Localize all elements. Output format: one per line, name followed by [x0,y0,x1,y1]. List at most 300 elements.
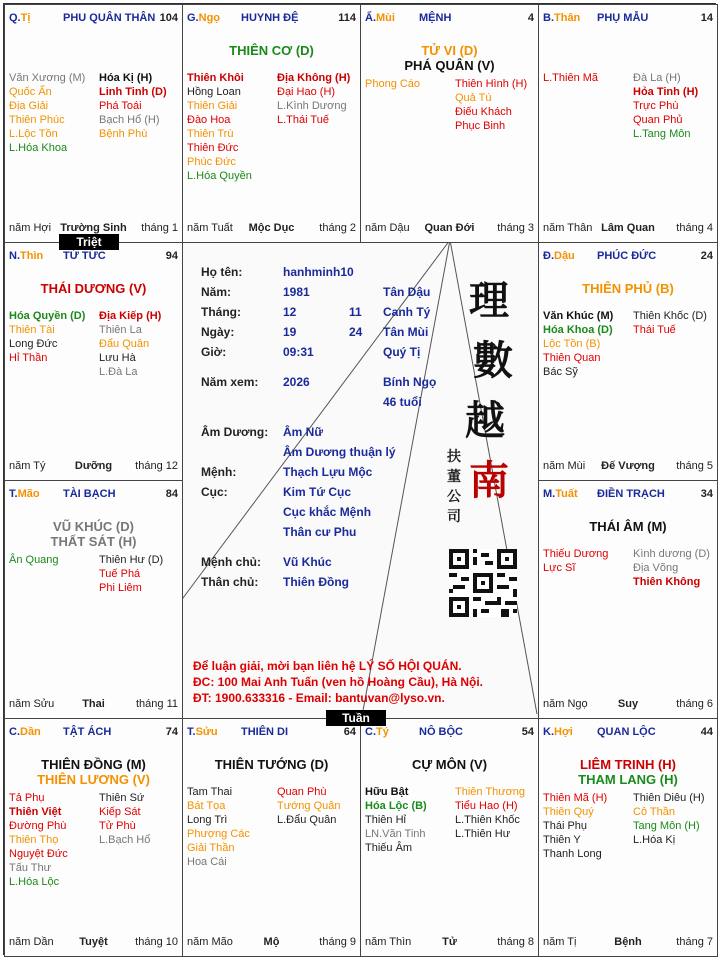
minor-star: Thái Phụ [543,820,588,832]
tuan-marker: Tuần [326,710,386,726]
palace-header [543,726,713,740]
minor-star: Linh Tinh (D) [99,86,167,98]
minor-star: Hóa Quyền (D) [9,310,86,322]
palace-can-chi [9,12,30,24]
minor-star: Hóa Kị (H) [99,72,153,84]
minor-star: Địa Kiếp (H) [99,310,162,322]
palace-month: tháng 10 [135,936,178,948]
main-star: THIÊN LƯƠNG (V) [37,772,150,787]
minor-star: L.Đà La [99,366,138,378]
main-star: THIÊN ĐỒNG (M) [41,757,146,772]
palace-footer [543,222,713,236]
palace-branch: Dần [20,726,41,738]
hour-label: Giờ: [201,345,227,359]
minor-star: Tướng Quân [277,800,341,812]
palace-year: năm Tý [9,460,46,472]
minor-star: Địa Võng [633,562,679,574]
left-star-column [365,785,427,855]
contact-line-1: Để luận giải, mời bạn liên hệ LÝ SỐ HỘI QUÁN. [193,659,462,673]
palace-header [365,726,534,740]
palace-footer [543,698,713,712]
palace-year: năm Sửu [9,698,55,710]
minor-star: Cô Thần [633,806,675,818]
day-solar: 19 [283,325,297,339]
left-star-column [543,547,608,575]
minor-star: Phục Binh [455,120,506,132]
palace-name: QUAN LỘC [597,726,656,738]
minor-star: Văn Xương (M) [9,72,86,84]
main-star: THÁI DƯƠNG (V) [40,281,147,296]
minor-star: Tang Môn (H) [633,820,700,832]
right-star-column [277,71,350,127]
minor-star: Thiên Hư (D) [99,554,164,566]
right-star-column [99,791,150,847]
cuc-label: Cục: [201,485,228,499]
minor-star: Thiên Khôi [187,72,244,84]
minor-star: Thái Tuế [633,324,676,336]
minor-star: Hỉ Thần [9,352,48,364]
minor-star: Thiên Khốc (D) [633,310,707,322]
palace-trang-sinh: Thai [82,698,105,710]
month-solar: 12 [283,305,297,319]
minor-star: L.Hóa Quyền [187,170,252,182]
palace-header [187,12,356,26]
minor-star: Thiên La [99,324,142,336]
minor-star: L.Kình Dương [277,100,347,112]
palace-year: năm Thân [543,222,593,234]
right-star-column [455,77,527,133]
minor-star: Hóa Lộc (B) [365,800,427,812]
palace-year: năm Mùi [543,460,586,472]
left-star-column [543,309,613,379]
minor-star: Đại Hao (H) [277,86,336,98]
minor-star: L.Thiên Hư [455,828,511,840]
palace-cell-mr2[interactable] [538,480,718,719]
palace-number: 54 [521,726,534,738]
palace-branch: Tị [20,12,31,24]
month-can: Canh Tý [383,305,431,319]
view-year: 2026 [283,375,310,389]
palace-month: tháng 2 [319,222,356,234]
palace-year: năm Tị [543,936,577,948]
palace-number: 24 [700,250,713,262]
minor-star: Địa Không (H) [277,72,351,84]
name-label: Họ tên: [201,265,243,279]
seal-side-text: 扶 董 公 司 [447,449,461,525]
minor-star: Thiên Phúc [9,114,65,126]
palace-name: MỆNH [419,12,452,24]
palace-name: PHỤ MẪU [597,12,649,24]
minor-star: Kình dương (D) [633,548,710,560]
palace-can-chi [187,726,218,738]
day-lunar: 24 [349,325,363,339]
palace-stem: M. [543,488,556,500]
minor-star: Ân Quang [9,554,59,566]
palace-month: tháng 5 [676,460,713,472]
palace-stem: Ấ. [365,12,376,24]
palace-number: 44 [700,726,713,738]
minor-star: Thiên Thương [455,786,526,798]
palace-stem: T. [9,488,18,500]
palace-year: năm Dậu [365,222,410,234]
palace-cell-mr1[interactable] [538,242,718,481]
minor-star: Phúc Đức [187,156,236,168]
minor-star: Hỏa Tinh (H) [633,86,699,98]
palace-trang-sinh: Dưỡng [74,460,113,472]
day-label: Ngày: [201,325,235,339]
palace-stem: C. [9,726,20,738]
main-star: THAM LANG (H) [578,772,678,787]
right-star-column [633,791,705,847]
left-star-column [187,71,252,183]
menhchu-value: Vũ Khúc [283,555,332,569]
right-star-column [99,309,161,379]
minor-star: Địa Giải [9,100,49,112]
palace-header [9,488,178,502]
right-star-column [99,553,163,595]
palace-year: năm Tuất [187,222,233,234]
palace-can-chi [543,12,580,24]
right-star-column [277,785,341,827]
palace-branch: Thìn [20,250,44,262]
minor-star: Thiên Quan [543,352,601,364]
palace-can-chi [365,726,389,738]
minor-star: L.Lộc Tồn [9,128,58,140]
minor-star: Tả Phụ [9,792,45,804]
palace-branch: Sửu [195,726,218,738]
right-star-column [633,309,707,337]
minor-star: Nguyệt Đức [9,848,68,860]
minor-star: Đẩu Quân [99,338,150,350]
contact-line-2: ĐC: 100 Mai Anh Tuấn (ven hồ Hoàng Cầu), Hà Nội. [193,675,484,689]
palace-number: 74 [165,726,178,738]
hour-value: 09:31 [283,345,314,359]
palace-branch: Mão [17,488,40,500]
palace-number: 94 [165,250,178,262]
palace-branch: Ngọ [198,12,221,24]
minor-star: Bạch Hổ (H) [99,114,160,126]
minor-star: Phi Liêm [99,582,142,594]
right-star-column [633,547,710,589]
right-star-column [455,785,525,841]
palace-trang-sinh: Bệnh [614,936,642,948]
main-star: PHÁ QUÂN (V) [404,58,495,73]
minor-star: Quan Phù [277,786,327,798]
view-year-label: Năm xem: [201,375,259,389]
palace-cell-tr[interactable] [538,4,718,243]
main-star: CỰ MÔN (V) [411,757,488,772]
palace-header [9,12,178,26]
palace-stem: Q. [9,12,21,24]
minor-star: Thiên Mã (H) [543,792,608,804]
right-star-column [99,71,167,141]
minor-star: Tấu Thư [9,862,52,874]
palace-header [543,250,713,264]
main-star: THIÊN CƠ (D) [229,43,314,58]
palace-stem: Đ. [543,250,554,262]
minor-star: Quốc Ấn [9,86,52,98]
palace-month: tháng 8 [497,936,534,948]
main-star: TỬ VI (D) [421,43,478,58]
seal-char-2: 數 [473,337,513,384]
minor-star: Lưu Hà [99,352,136,364]
palace-header [543,12,713,26]
minor-star: Kiếp Sát [99,806,141,818]
amduong-value: Âm Nữ [283,425,324,439]
palace-number: 34 [700,488,713,500]
palace-trang-sinh: Tuyệt [79,936,108,948]
main-star: VŨ KHÚC (D) [53,519,134,534]
palace-number: 104 [159,12,178,24]
menh-label: Mệnh: [201,465,237,479]
palace-branch: Mùi [376,12,395,24]
palace-footer [9,698,178,712]
palace-footer [9,460,178,474]
amduong-label: Âm Dương: [201,425,269,439]
left-star-column [9,309,85,365]
palace-can-chi [9,250,43,262]
minor-star: Hữu Bật [365,786,409,798]
minor-star: L.Thiên Khốc [455,814,520,826]
minor-star: Lộc Tồn (B) [543,338,601,350]
palace-footer [9,936,178,950]
amduong-relation: Âm Dương thuận lý [283,445,396,459]
year-solar: 1981 [283,285,310,299]
minor-star: Lực Sĩ [543,562,576,574]
minor-star: Bác Sỹ [543,366,578,378]
minor-star: Bệnh Phù [99,128,148,140]
minor-star: Thiên Giải [187,100,238,112]
palace-name: ĐIỀN TRẠCH [597,488,665,500]
palace-footer [543,936,713,950]
palace-year: năm Ngọ [543,698,588,710]
main-star: THIÊN PHỦ (B) [582,281,674,296]
minor-star: Quan Phủ [633,114,683,126]
left-star-column [543,791,607,861]
cuc-relation: Cục khắc Mệnh [283,505,372,519]
minor-star: L.Hóa Lộc [9,876,60,888]
menh-value: Thạch Lựu Mộc [283,465,373,479]
palace-number: 84 [165,488,178,500]
palace-name: TỬ TỨC [63,250,106,262]
palace-footer [187,936,356,950]
left-star-column [9,791,68,889]
minor-star: Thiên Việt [9,806,62,818]
palace-stem: N. [9,250,20,262]
main-star: LIÊM TRINH (H) [579,757,677,772]
palace-header [187,726,356,740]
palace-stem: K. [543,726,554,738]
palace-footer [543,460,713,474]
minor-star: Tuế Phá [99,568,141,580]
minor-star: Phong Cáo [365,78,421,90]
name-value: hanhminh10 [283,265,354,279]
palace-cell-tm2[interactable] [360,4,539,243]
minor-star: Thiếu Âm [365,842,413,854]
than-position: Thân cư Phu [283,525,357,539]
palace-cell-br[interactable] [538,718,718,957]
palace-can-chi [187,12,220,24]
left-star-column [187,785,250,869]
minor-star: Bát Tọa [187,800,226,812]
qr-code-icon[interactable] [449,549,517,617]
left-star-column [365,77,420,91]
palace-trang-sinh: Đế Vượng [601,460,655,472]
minor-star: Tam Thai [187,786,233,798]
seal-char-1: 理 [469,277,509,324]
palace-header [365,12,534,26]
palace-number: 14 [700,12,713,24]
palace-cell-ml1[interactable] [4,242,183,481]
palace-month: tháng 4 [676,222,713,234]
palace-year: năm Mão [187,936,233,948]
palace-can-chi [543,726,573,738]
minor-star: L.Hóa Kị [633,834,676,846]
palace-cell-bm2[interactable] [360,718,539,957]
palace-can-chi [543,488,578,500]
age: 46 tuổi [383,395,422,409]
year-label: Năm: [201,285,232,299]
minor-star: Đào Hoa [187,114,231,126]
minor-star: Thiên Tài [9,324,55,336]
view-can: Bính Ngọ [383,375,437,389]
palace-name: PHU QUÂN THÂN [63,12,156,24]
palace-header [543,488,713,502]
minor-star: Hoa Cái [187,856,227,868]
palace-name: TẬT ÁCH [63,726,112,738]
palace-name: HUYNH ĐỆ [241,12,299,24]
palace-trang-sinh: Suy [617,698,639,710]
center-info-panel [179,239,535,715]
palace-trang-sinh: Trường Sinh [60,222,127,234]
palace-can-chi [365,12,395,24]
main-star: THIÊN TƯỚNG (D) [214,757,329,772]
minor-star: L.Tang Môn [633,128,691,140]
seal-char-4: 南 [469,457,509,504]
palace-stem: T. [187,726,196,738]
minor-star: L.Hóa Khoa [9,142,68,154]
minor-star: Tiểu Hao (H) [455,800,518,812]
palace-trang-sinh: Tử [442,936,457,948]
palace-year: năm Dần [9,936,54,948]
minor-star: Thiên Y [543,834,581,846]
minor-star: Thiếu Dương [543,548,609,560]
minor-star: L.Thiên Mã [543,72,599,84]
minor-star: Hóa Khoa (D) [543,324,613,336]
palace-footer [365,222,534,236]
minor-star: Phá Toái [99,100,142,112]
palace-month: tháng 11 [135,698,178,710]
menhchu-label: Mệnh chủ: [201,555,261,569]
palace-name: THIÊN DI [241,726,289,738]
thanchu-label: Thân chủ: [201,575,259,589]
contact-line-3[interactable]: ĐT: 1900.633316 - Email: bantuvan@lyso.vn. [193,691,445,705]
palace-footer [365,936,534,950]
minor-star: Thiên Hỉ [365,814,406,826]
left-star-column [543,71,598,85]
minor-star: Thiên Không [633,576,701,588]
palace-footer [187,222,356,236]
triet-marker: Triệt [59,234,119,250]
minor-star: Phượng Các [187,828,250,840]
palace-cell-bl[interactable] [4,718,183,957]
day-can: Tân Mùi [383,325,429,339]
palace-branch: Thân [554,12,581,24]
palace-trang-sinh: Mộc Dục [248,222,295,234]
palace-month: tháng 1 [141,222,178,234]
minor-star: Thiên Hình (H) [455,78,528,90]
palace-branch: Tý [376,726,389,738]
palace-cell-tl[interactable] [4,4,183,243]
palace-header [9,726,178,740]
minor-star: Điếu Khách [455,106,512,118]
palace-month: tháng 6 [676,698,713,710]
palace-cell-ml2[interactable] [4,480,183,719]
palace-month: tháng 12 [135,460,178,472]
minor-star: Long Trì [187,814,228,826]
palace-branch: Dậu [554,250,575,262]
minor-star: L.Thái Tuế [277,114,329,126]
minor-star: Long Đức [9,338,58,350]
main-star: THÁI ÂM (M) [589,519,667,534]
minor-star: Thiên Thọ [9,834,59,846]
thanchu-value: Thiên Đồng [283,575,349,589]
palace-number: 114 [338,12,356,24]
palace-cell-tm1[interactable] [182,4,361,243]
minor-star: Đà La (H) [633,72,681,84]
month-label: Tháng: [201,305,241,319]
palace-can-chi [9,488,40,500]
minor-star: Thiên Trù [187,128,234,140]
palace-name: NÔ BỘC [419,726,463,738]
palace-number: 4 [527,12,534,24]
minor-star: Đường Phù [9,820,67,832]
minor-star: Giải Thần [187,842,235,854]
palace-month: tháng 9 [319,936,356,948]
palace-number: 64 [343,726,356,738]
palace-month: tháng 3 [497,222,534,234]
palace-month: tháng 7 [676,936,713,948]
palace-trang-sinh: Mộ [263,936,280,948]
palace-header [9,250,178,264]
palace-stem: G. [187,12,199,24]
minor-star: Tử Phù [99,820,136,832]
minor-star: Thiên Đức [187,142,239,154]
minor-star: Trực Phù [633,100,679,112]
palace-branch: Hợi [554,726,573,738]
seal-char-3: 越 [465,397,505,444]
minor-star: Thanh Long [543,848,602,860]
left-star-column [9,553,59,567]
minor-star: Quả Tú [455,92,492,104]
minor-star: LN.Văn Tinh [365,828,426,840]
palace-name: PHÚC ĐỨC [597,250,657,262]
palace-can-chi [9,726,41,738]
palace-stem: B. [543,12,554,24]
palace-trang-sinh: Lâm Quan [601,222,655,234]
year-can: Tân Dậu [383,285,431,299]
palace-year: năm Thìn [365,936,412,948]
right-star-column [633,71,698,141]
hour-can: Quý Tị [383,345,421,359]
minor-star: Thiên Diêu (H) [633,792,705,804]
minor-star: Hồng Loan [187,86,241,98]
month-lunar: 11 [349,305,362,319]
palace-cell-bm1[interactable] [182,718,361,957]
minor-star: Văn Khúc (M) [543,310,614,322]
minor-star: Thiên Quý [543,806,594,818]
minor-star: Thiên Sứ [99,792,145,804]
